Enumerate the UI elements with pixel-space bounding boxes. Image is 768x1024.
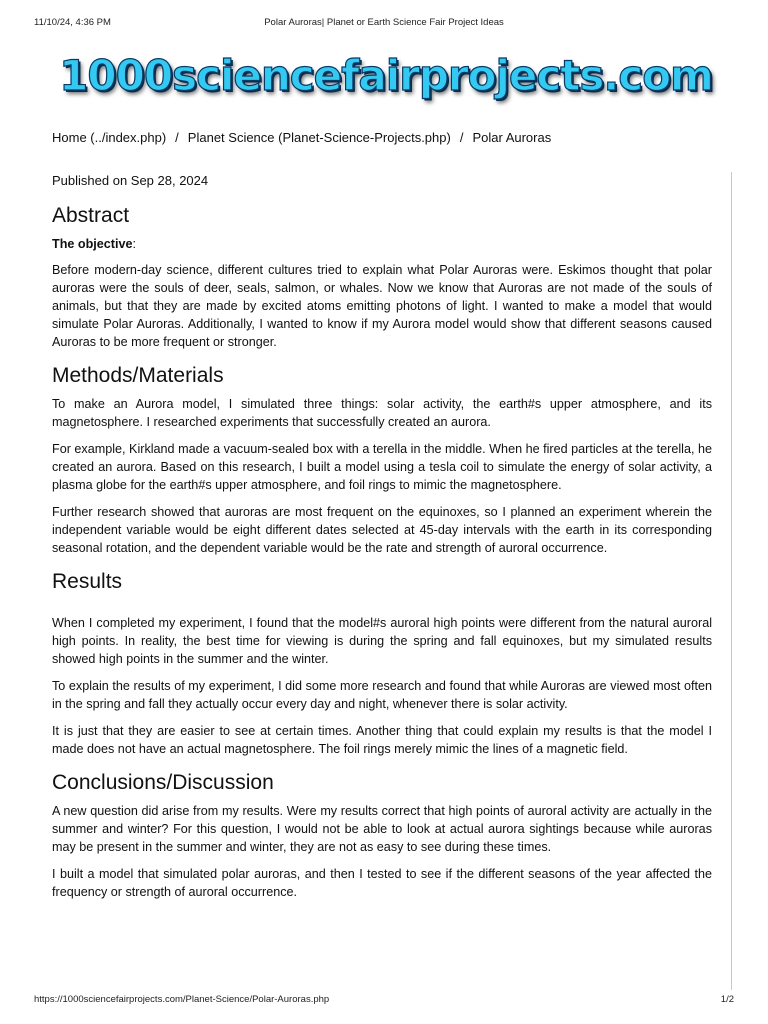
print-date: 11/10/24, 4:36 PM (34, 17, 111, 28)
methods-paragraph-3: Further research showed that auroras are most frequent on the equinoxes, so I planned an experiment wherein the independent variable would be eight different dates selected at 45-day intervals with the earth in its corresponding seasonal rotation, and the dependent variable would be the rate and strength of auroral occurrence. (52, 505, 712, 555)
print-page-number: 1/2 (720, 994, 734, 1005)
article-content (52, 172, 712, 910)
results-spacer (52, 601, 712, 614)
site-logo[interactable] (0, 40, 768, 110)
abstract-paragraph: Before modern-day science, different cultures tried to explain what Polar Auroras were. Eskimos thought that polar auroras were the souls of deer, seals, salmon, or whales. Now we know that Auroras are not made of the souls of animals, but that they are made by excited atoms emitting photons of light. I wanted to make a model that would simulate Polar Auroras. Additionally, I wanted to know if my Aurora model would show that different seasons caused Auroras to be more frequent or stronger. (52, 263, 712, 349)
methods-heading: Methods/Materials (52, 364, 224, 387)
print-header (0, 17, 768, 31)
results-paragraph-2: To explain the results of my experiment, I did some more research and found that while Auroras are viewed most often in the spring and fall they actually occur every day and night, whenever there is solar activity. (52, 679, 712, 711)
conclusions-paragraph-1: A new question did arise from my results. Were my results correct that high points of auroral activity are actually in the summer and winter? For this question, I would not be able to look at actual aurora sightings because while auroras may be present in the summer and winter, they are not as easy to see during these times. (52, 804, 712, 854)
print-page-title: Polar Auroras| Planet or Earth Science Fair Project Ideas (264, 17, 504, 28)
breadcrumb-separator: / (175, 130, 179, 145)
breadcrumb (52, 130, 551, 145)
results-paragraph-3: It is just that they are easier to see at certain times. Another thing that could explain my results is that the model I made does not have an actual magnetosphere. The foil rings merely mimic the lines of a magnetic field. (52, 724, 712, 756)
print-footer (0, 994, 768, 1008)
page-scroll-rule (731, 172, 732, 990)
objective-label: The objective (52, 237, 133, 251)
breadcrumb-home-link[interactable]: Home (../index.php) (52, 130, 167, 145)
results-paragraph-1: When I completed my experiment, I found that the model#s auroral high points were different from the natural auroral high points. In reality, the best time for viewing is during the spring and fall equinoxes, but my simulated results showed high points in the summer and the winter. (52, 616, 712, 666)
conclusions-paragraph-2: I built a model that simulated polar auroras, and then I tested to see if the different seasons of the year affected the frequency or strength of auroral occurrence. (52, 867, 712, 899)
breadcrumb-current-page: Polar Auroras (472, 130, 552, 145)
site-logo-text: 1000sciencefairprojects.com (59, 50, 713, 100)
breadcrumb-planet-science-link[interactable]: Planet Science (Planet-Science-Projects.php) (187, 130, 451, 145)
methods-paragraph-2: For example, Kirkland made a vacuum-sealed box with a terella in the middle. When he fired particles at the terella, he created an aurora. Based on this research, I built a model using a tesla coil to simulate the energy of solar activity, a plasma globe for the earth#s upper atmosphere, and foil rings to mimic the magnetosphere. (52, 442, 712, 492)
methods-paragraph-1: To make an Aurora model, I simulated three things: solar activity, the earth#s upper atmosphere, and its magnetosphere. I researched experiments that successfully created an aurora. (52, 397, 712, 429)
abstract-heading: Abstract (52, 204, 130, 227)
breadcrumb-separator: / (459, 130, 464, 145)
print-url: https://1000sciencefairprojects.com/Planet-Science/Polar-Auroras.php (34, 994, 330, 1005)
conclusions-heading: Conclusions/Discussion (52, 771, 274, 794)
published-date: Published on Sep 28, 2024 (52, 173, 209, 188)
results-heading: Results (52, 570, 123, 593)
objective-colon: : (132, 237, 136, 251)
objective-line (52, 235, 712, 253)
